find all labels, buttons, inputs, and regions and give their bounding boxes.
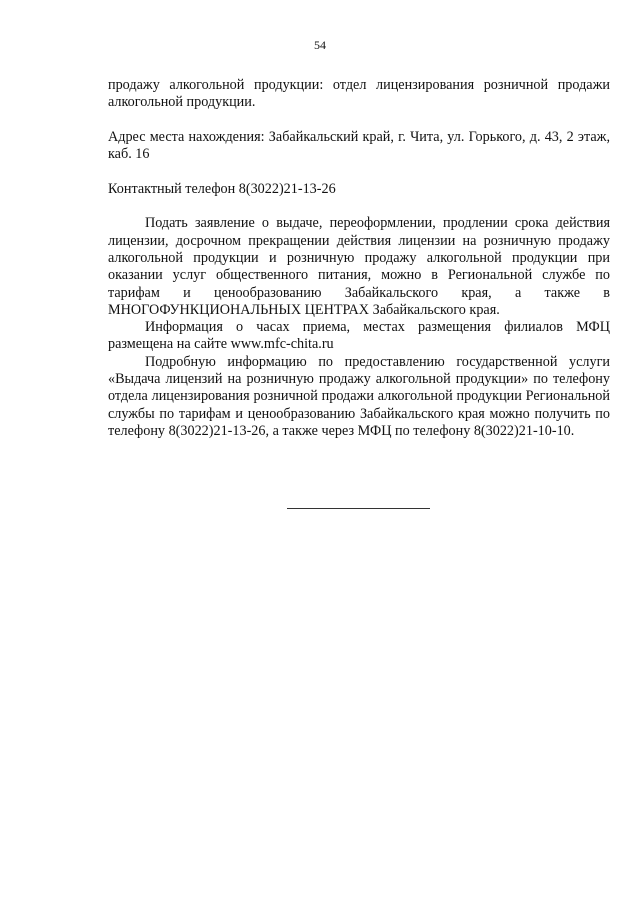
end-divider bbox=[287, 508, 430, 509]
phone-paragraph: Контактный телефон 8(3022)21-13-26 bbox=[108, 180, 336, 197]
address-paragraph: Адрес места нахождения: Забайкальский край, г. Чита, ул. Горького, д. 43, 2 этаж, каб. 16 bbox=[108, 128, 610, 163]
details-paragraph: Подробную информацию по предоставлению государственной услуги «Выдача лицензий на розничную продажу алкогольной продукции» по телефону отдела лицензирования розничной продажи алкогольной продукции Региональной службы по тарифам и ценообразованию Забайкальского края можно получить по телефону 8(3022)21-13-26, а также через МФЦ по телефону 8(3022)21-10-10. bbox=[108, 353, 610, 439]
document-body bbox=[108, 77, 610, 440]
apply-paragraph: Подать заявление о выдаче, переоформлении, продлении срока действия лицензии, досрочном прекращении действия лицензии на розничную продажу алкогольной продукции и розничную продажу алкогольной продукции при оказании услуг общественного питания, можно в Региональной службе по тарифам и ценообразованию Забайкальского края, а также в МНОГОФУНКЦИОНАЛЬНЫХ ЦЕНТРАХ Забайкальского края. bbox=[108, 215, 610, 318]
page-number: 54 bbox=[314, 38, 326, 52]
department-paragraph: продажу алкогольной продукции: отдел лицензирования розничной продажи алкогольной продукции. bbox=[108, 77, 610, 111]
mfc-info-paragraph: Информация о часах приема, местах размещения филиалов МФЦ размещена на сайте www.mfc-chita.ru bbox=[108, 319, 610, 353]
